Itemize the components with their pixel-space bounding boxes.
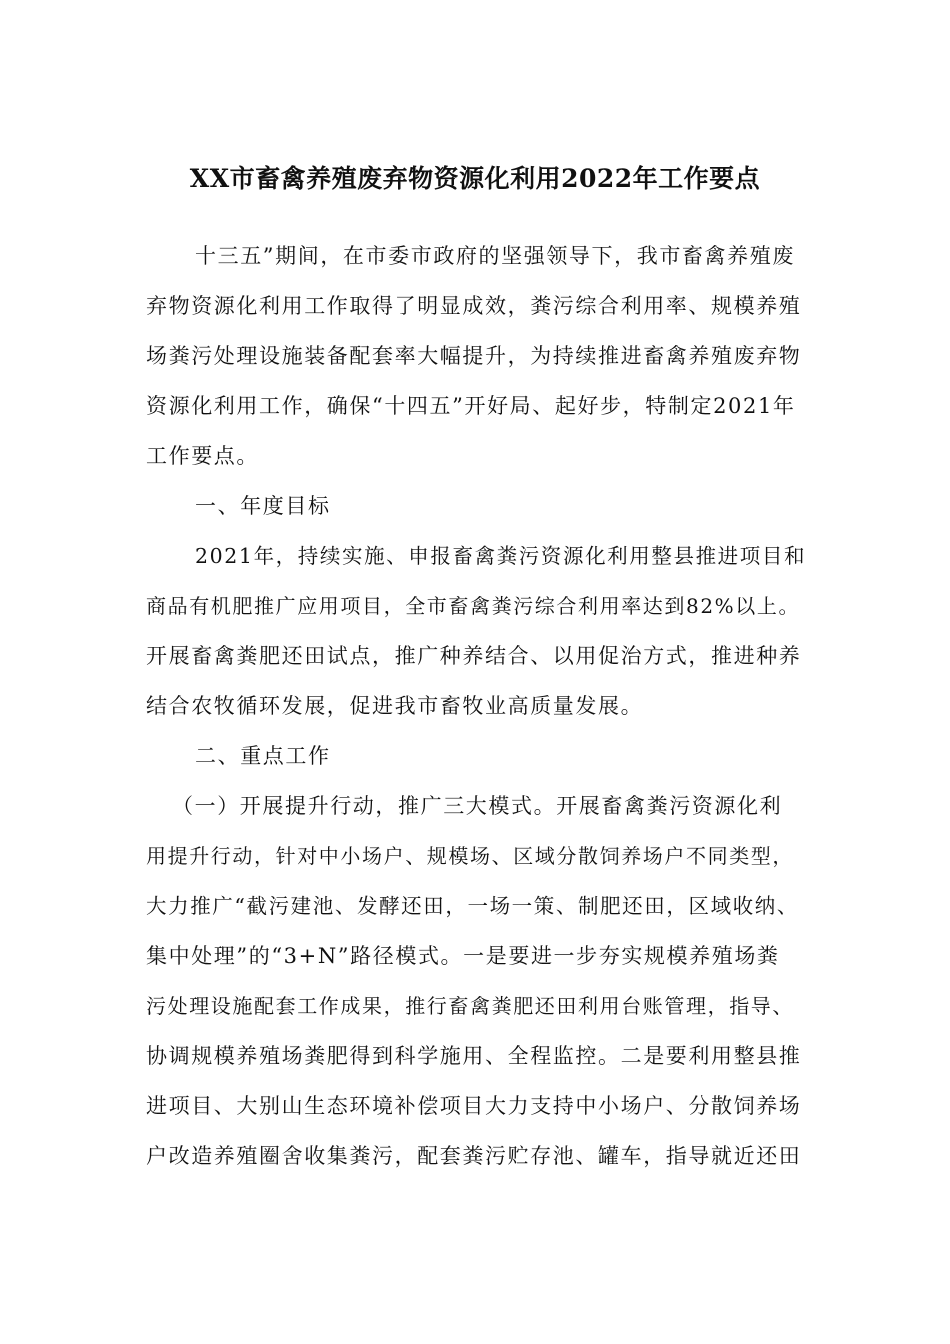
paragraph-line: 商品有机肥推广应用项目，全市畜禽粪污综合利用率达到82%以上。 [146, 594, 801, 618]
paragraph-line: （一）开展提升行动，推广三大模式。开展畜禽粪污资源化利 [172, 794, 783, 818]
paragraph-line: 户改造养殖圈舍收集粪污，配套粪污贮存池、罐车，指导就近还田 [146, 1144, 802, 1168]
paragraph-line: 工作要点。 [146, 444, 259, 468]
paragraph-line: 2021年，持续实施、申报畜禽粪污资源化利用整县推进项目和 [195, 544, 807, 568]
section-heading: 一、年度目标 [195, 494, 331, 518]
paragraph-line: 十三五”期间，在市委市政府的坚强领导下，我市畜禽养殖废 [195, 244, 795, 268]
paragraph-line: 场粪污处理设施装备配套率大幅提升，为持续推进畜禽养殖废弃物 [146, 344, 802, 368]
paragraph-line: 开展畜禽粪肥还田试点，推广种养结合、以用促治方式，推进种养 [146, 644, 802, 668]
document-title: XX市畜禽养殖废弃物资源化利用2022年工作要点 [189, 164, 761, 193]
paragraph-line: 污处理设施配套工作成果，推行畜禽粪肥还田利用台账管理，指导、 [146, 994, 794, 1018]
paragraph-line: 集中处理”的“3+N”路径模式。一是要进一步夯实规模养殖场粪 [146, 944, 780, 968]
paragraph-line: 结合农牧循环发展，促进我市畜牧业高质量发展。 [146, 694, 644, 718]
section-heading: 二、重点工作 [195, 744, 331, 768]
paragraph-line: 资源化利用工作，确保“十四五”开好局、起好步，特制定2021年 [146, 394, 796, 418]
paragraph-line: 用提升行动，针对中小场户、规模场、区域分散饲养场户不同类型， [146, 844, 794, 868]
paragraph-line: 弃物资源化利用工作取得了明显成效，粪污综合利用率、规模养殖 [146, 294, 802, 318]
paragraph-line: 协调规模养殖场粪肥得到科学施用、全程监控。二是要利用整县推 [146, 1044, 802, 1068]
paragraph-line: 进项目、大别山生态环境补偿项目大力支持中小场户、分散饲养场 [146, 1094, 802, 1118]
paragraph-line: 大力推广“截污建池、发酵还田，一场一策、制肥还田，区域收纳、 [146, 894, 799, 918]
